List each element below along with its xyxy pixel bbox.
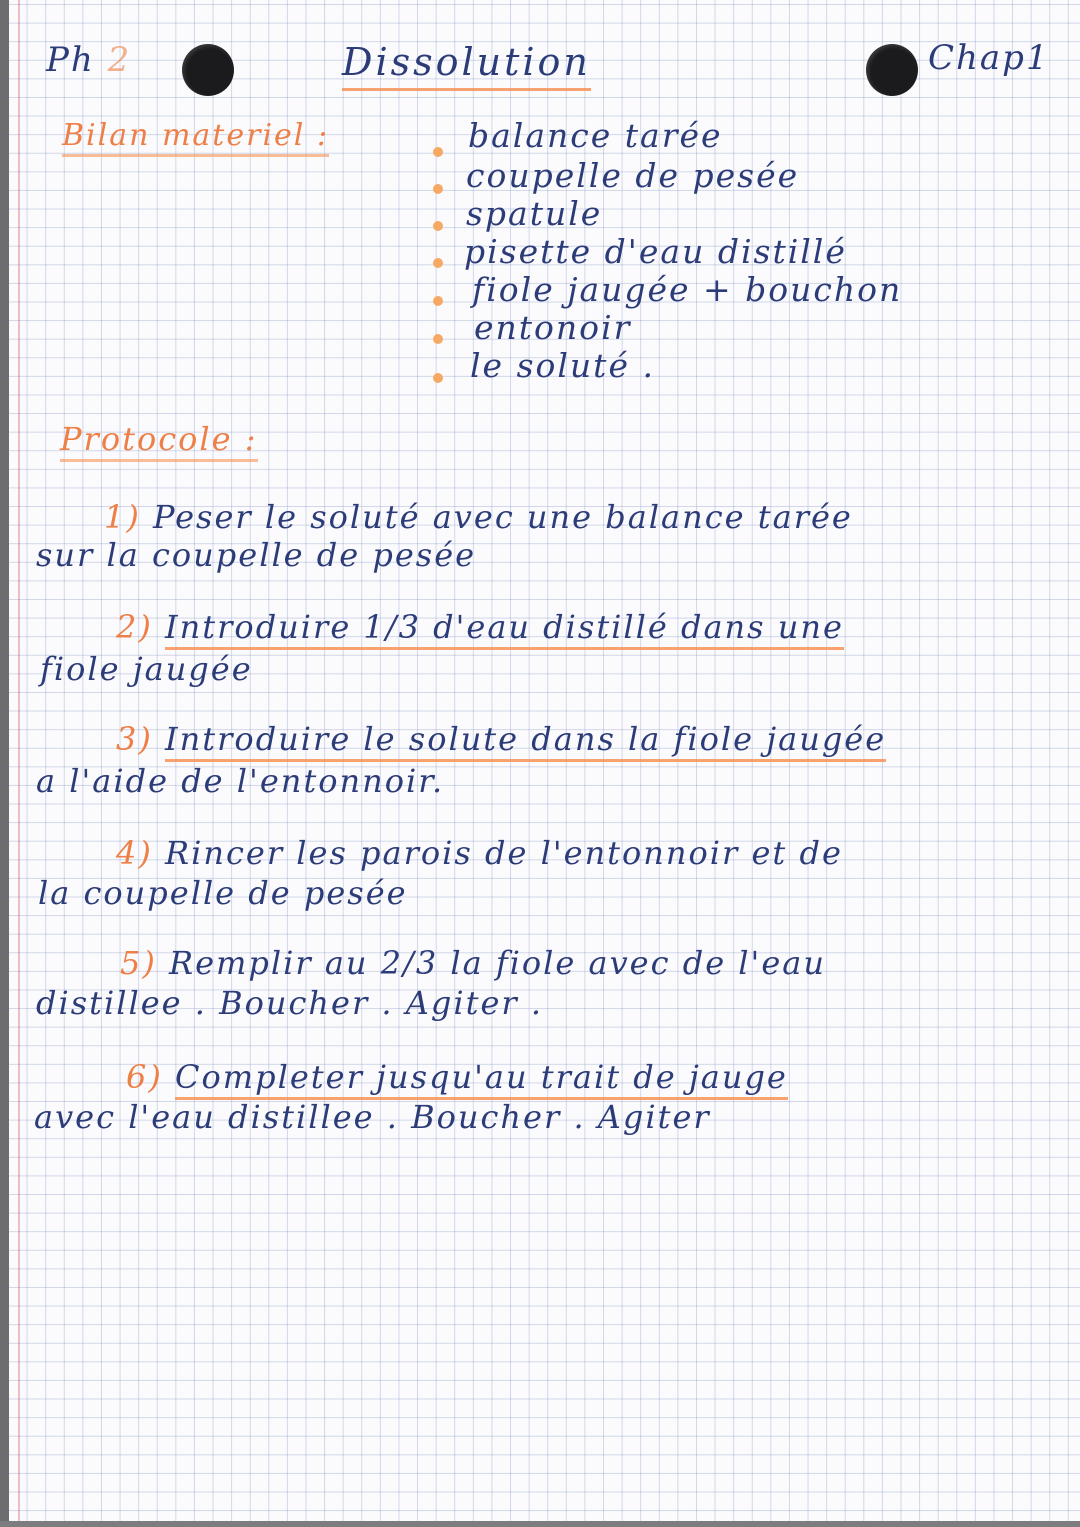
protocol-step-6 [126,1058,788,1096]
protocol-step-5 [120,944,826,982]
step-text: Peser le soluté avec une balance tarée [153,498,853,536]
step-text: Introduire 1/3 d'eau distillé dans une [165,608,844,650]
material-item: fiole jaugée + bouchon [472,270,903,309]
binder-hole-left [182,44,234,96]
step-number: 6) [126,1058,163,1096]
protocol-step-3 [116,720,886,758]
bullet-2 [433,184,443,194]
protocol-step-2 [116,608,844,646]
protocol-step-5-continued: distillee . Boucher . Agiter . [36,984,544,1022]
material-item: pisette d'eau distillé [464,232,847,271]
bullet-5 [433,296,443,306]
step-number: 4) [116,834,153,872]
protocol-step-4-continued: la coupelle de pesée [38,874,408,912]
bullet-3 [433,221,443,231]
material-item: entonoir [474,308,632,347]
step-text: Remplir au 2/3 la fiole avec de l'eau [169,944,826,982]
course-number: 2 [107,40,132,80]
materials-heading: Bilan materiel : [62,118,329,157]
protocol-step-3-continued: a l'aide de l'entonnoir. [36,762,445,800]
step-number: 5) [120,944,157,982]
course-label [46,40,131,80]
protocol-step-1 [104,498,853,536]
bullet-7 [433,373,443,383]
bullet-6 [433,334,443,344]
material-item: le soluté . [470,346,655,385]
material-item: spatule [466,194,603,233]
page-edge-bottom [0,1521,1080,1527]
step-text: Introduire le solute dans la fiole jaugée [165,720,886,762]
bullet-4 [433,258,443,268]
step-number: 3) [116,720,153,758]
chapter-label: Chap1 [928,38,1050,78]
material-item: coupelle de pesée [466,156,800,195]
binder-hole-right [866,44,918,96]
protocol-step-6-continued: avec l'eau distillee . Boucher . Agiter [34,1098,711,1136]
protocol-step-1-continued: sur la coupelle de pesée [36,536,477,574]
step-number: 2) [116,608,153,646]
page-edge-left [0,0,9,1527]
bullet-1 [433,147,443,157]
margin-line [18,0,20,1527]
step-number: 1) [104,498,141,536]
protocol-step-2-continued: fiole jaugée [40,650,253,688]
protocol-step-4 [116,834,843,872]
page-title: Dissolution [342,40,591,91]
material-item: balance tarée [468,116,723,155]
protocol-heading: Protocole : [60,420,258,462]
step-text: Completer jusqu'au trait de jauge [175,1058,788,1100]
step-text: Rincer les parois de l'entonnoir et de [165,834,843,872]
course-code: Ph [46,40,95,80]
